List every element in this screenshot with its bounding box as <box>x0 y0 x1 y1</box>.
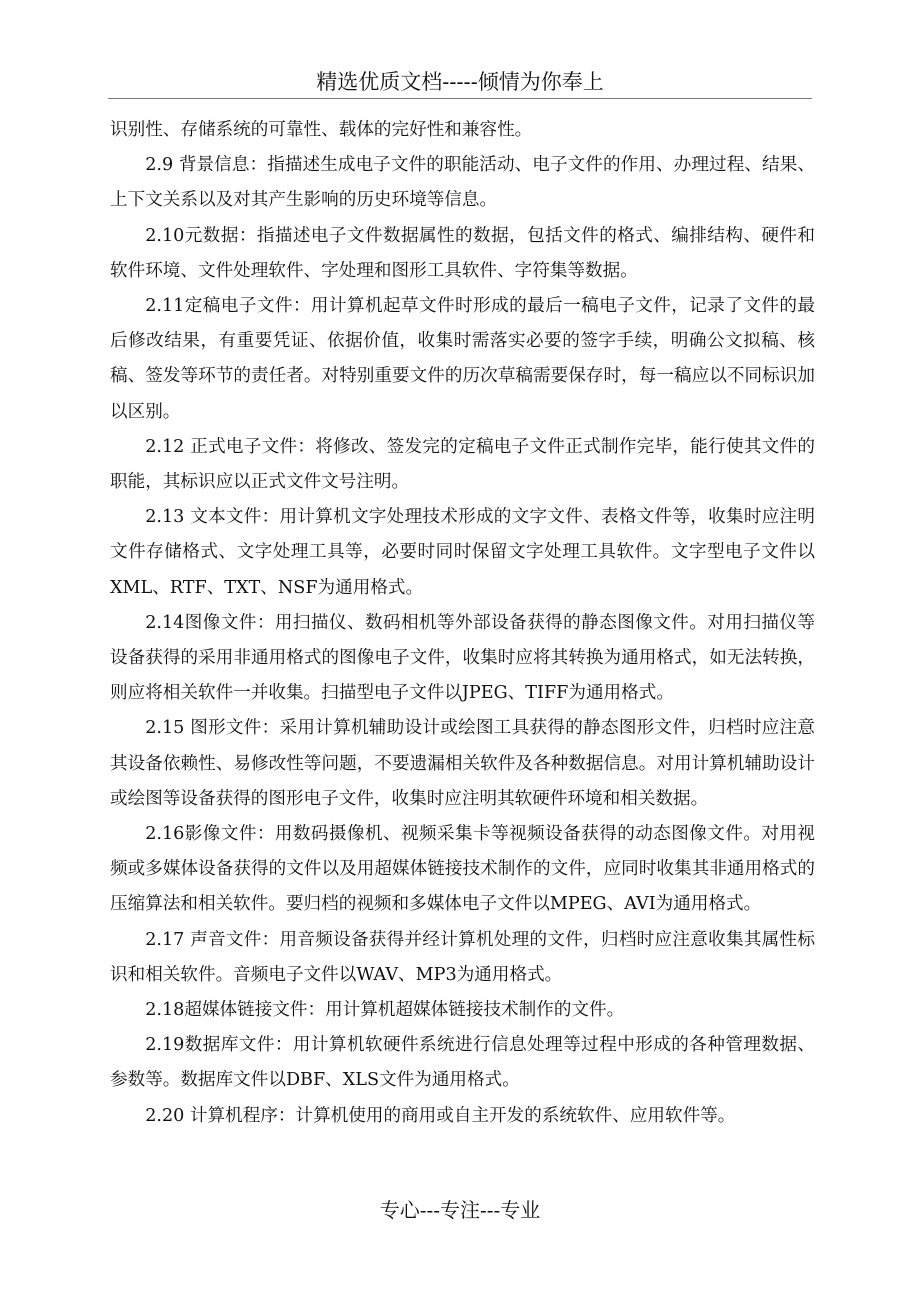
document-body <box>110 113 815 1134</box>
paragraph-2-10: 2.10元数据：指描述电子文件数据属性的数据，包括文件的格式、编排结构、硬件和软件环境、文件处理软件、字处理和图形工具软件、字符集等数据。 <box>110 225 815 281</box>
paragraph-2-13: 2.13 文本文件：用计算机文字处理技术形成的文字文件、表格文件等，收集时应注明文件存储格式、文字处理工具等，必要时同时保留文字处理工具软件。文字型电子文件以XML、RTF、TXT、NSF为通用格式。 <box>110 507 815 598</box>
paragraph-2-20: 2.20 计算机程序：计算机使用的商用或自主开发的系统软件、应用软件等。 <box>145 1105 736 1126</box>
paragraph-2-15: 2.15 图形文件：采用计算机辅助设计或绘图工具获得的静态图形文件，归档时应注意其设备依赖性、易修改性等问题，不要遗漏相关软件及各种数据信息。对用计算机辅助设计或绘图等设备获得的图形电子文件，收集时应注明其软硬件环境和相关数据。 <box>110 718 815 809</box>
paragraph-2-18: 2.18超媒体链接文件：用计算机超媒体链接技术制作的文件。 <box>145 1000 625 1021</box>
page-footer <box>0 1196 920 1224</box>
footer-text: 专心---专注---专业 <box>379 1198 541 1222</box>
paragraph-2-19: 2.19数据库文件：用计算机软硬件系统进行信息处理等过程中形成的各种管理数据、参数等。数据库文件以DBF、XLS文件为通用格式。 <box>110 1035 815 1091</box>
paragraph-2-14: 2.14图像文件：用扫描仪、数码相机等外部设备获得的静态图像文件。对用扫描仪等设备获得的采用非通用格式的图像电子文件，收集时应将其转换为通用格式，如无法转换，则应将相关软件一并收集。扫描型电子文件以JPEG、TIFF为通用格式。 <box>110 612 815 704</box>
paragraph-2-12: 2.12 正式电子文件：将修改、签发完的定稿电子文件正式制作完毕，能行使其文件的职能，其标识应以正式文件文号注明。 <box>110 436 815 493</box>
paragraph-2-11: 2.11定稿电子文件：用计算机起草文件时形成的最后一稿电子文件，记录了文件的最后修改结果，有重要凭证、依据价值，收集时需落实必要的签字手续，明确公文拟稿、核稿、签发等环节的责任者。对特别重要文件的历次草稿需要保存时，每一稿应以不同标识加以区别。 <box>110 296 815 422</box>
paragraph-2-17: 2.17 声音文件：用音频设备获得并经计算机处理的文件，归档时应注意收集其属性标识和相关软件。音频电子文件以WAV、MP3为通用格式。 <box>110 929 815 985</box>
paragraph-2-16: 2.16影像文件：用数码摄像机、视频采集卡等视频设备获得的动态图像文件。对用视频或多媒体设备获得的文件以及用超媒体链接技术制作的文件，应同时收集其非通用格式的压缩算法和相关软件。要归档的视频和多媒体电子文件以MPEG、AVI为通用格式。 <box>110 824 815 915</box>
header-title: 精选优质文档-----倾情为你奉上 <box>316 70 604 94</box>
paragraph-continued: 识别性、存储系统的可靠性、载体的完好性和兼容性。 <box>110 120 533 140</box>
page-header <box>108 66 812 99</box>
paragraph-2-9: 2.9 背景信息：指描述生成电子文件的职能活动、电子文件的作用、办理过程、结果、上下文关系以及对其产生影响的历史环境等信息。 <box>110 155 815 211</box>
